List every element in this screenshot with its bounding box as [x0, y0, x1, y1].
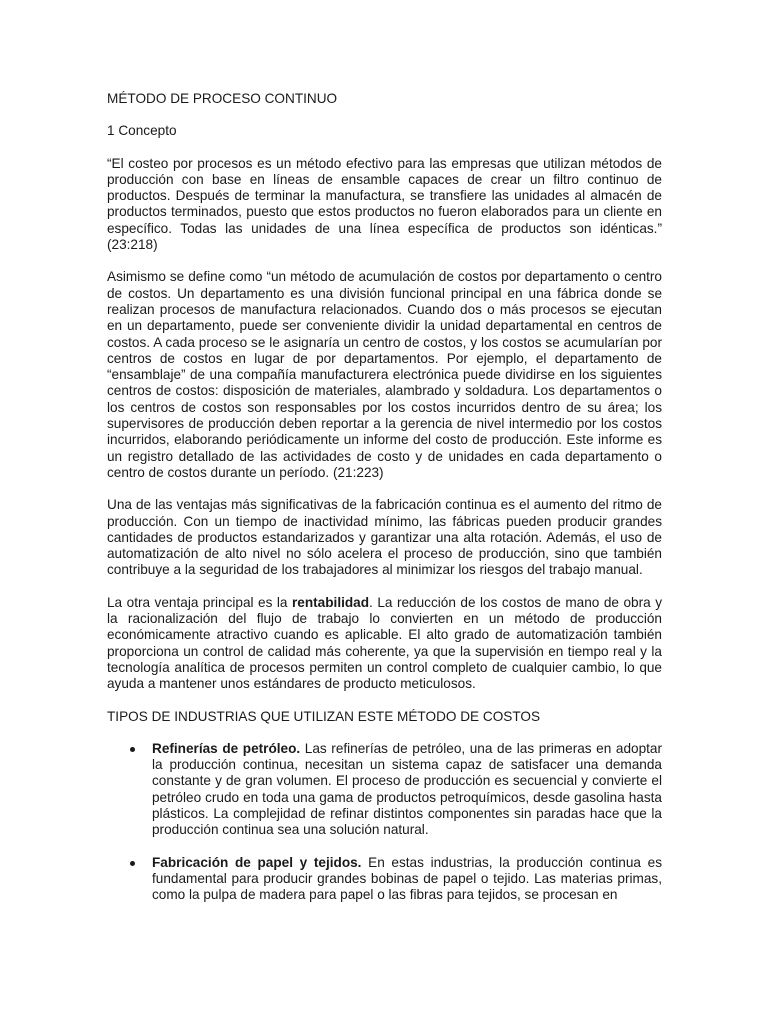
bullet-title: Fabricación de papel y tejidos.: [152, 854, 362, 870]
bullet-text: En estas industrias, la producción continua es fundamental para producir grandes bobinas de papel o tejido. Las materias primas, como la pulpa de madera para papel o las fibras para tejidos, se procesan en: [152, 854, 662, 903]
document-title: MÉTODO DE PROCESO CONTINUO: [107, 91, 338, 106]
bullet-icon: [130, 747, 135, 752]
bullet-title: Refinerías de petróleo.: [152, 740, 301, 756]
list-item: [107, 741, 662, 839]
concept-heading: 1 Concepto: [107, 123, 177, 139]
paragraph-advantages: Una de las ventajas más significativas de la fabricación continua es el aumento del ritmo de producción. Con un tiempo de inactividad mínimo, las fábricas pueden producir grandes cantidades de productos estandarizados y garantizar una alta rotación. Además, el uso de automatización de alto nivel no sólo acelera el proceso de producción, sino que también contribuye a la seguridad de los trabajadores al minimizar los riesgos del trabajo manual.: [107, 497, 662, 578]
industries-heading: TIPOS DE INDUSTRIAS QUE UTILIZAN ESTE MÉTODO DE COSTOS: [107, 708, 541, 724]
bullet-icon: [130, 861, 135, 866]
paragraph-definition: “El costeo por procesos es un método efectivo para las empresas que utilizan métodos de producción con base en líneas de ensamble capaces de crear un filtro continuo de productos. Después de terminar la manufactura, se transfiere las unidades al almacén de productos terminados, puesto que estos productos no fueron elaborados para un cliente en específico. Todas las unidades de una línea específica de productos son idénticas.” (23:218): [107, 155, 662, 253]
paragraph-profitability: [107, 595, 662, 693]
paragraph-profitability-lead: La otra ventaja principal es la: [107, 594, 292, 610]
paragraph-profitability-bold: rentabilidad: [292, 594, 370, 610]
paragraph-profitability-rest: . La reducción de los costos de mano de obra y la racionalización del flujo de trabajo lo convierten en un método de producción económicamente atractivo cuando es aplicable. El alto grado de automatización también proporciona un control de calidad más coherente, ya que la supervisión en tiempo real y la tecnología analítica de procesos permiten un control completo de cualquier cambio, lo que ayuda a mantener unos estándares de producto meticulosos.: [107, 594, 662, 692]
bullet-text: Las refinerías de petróleo, una de las primeras en adoptar la producción continua, necesitan un sistema capaz de satisfacer una demanda constante y de gran volumen. El proceso de producción es secuencial y convierte el petróleo crudo en toda una gama de productos petroquímicos, desde gasolina hasta plásticos. La complejidad de refinar distintos componentes sin paradas hace que la producción continua sea una solución natural.: [152, 740, 662, 838]
list-item: [107, 855, 662, 904]
paragraph-cost-centers: Asimismo se define como “un método de acumulación de costos por departamento o centro de costos. Un departamento es una división funcional principal en una fábrica donde se realizan procesos de manufactura relacionados. Cuando dos o más procesos se ejecutan en un departamento, puede ser conveniente dividir la unidad departamental en centros de costos. A cada proceso se le asignaría un centro de costos, y los costos se acumularían por centros de costos en lugar de por departamentos. Por ejemplo, el departamento de “ensamblaje” de una compañía manufacturera electrónica puede dividirse en los siguientes centros de costos: disposición de materiales, alambrado y soldadura. Los departamentos o los centros de costos son responsables por los costos incurridos dentro de su área; los supervisores de producción deben reportar a la gerencia de nivel intermedio por los costos incurridos, elaborando periódicamente un informe del costo de producción. Este informe es un registro detallado de las actividades de costo y de unidades en cada departamento o centro de costos durante un período. (21:223): [107, 269, 662, 480]
industries-list: [107, 741, 662, 904]
